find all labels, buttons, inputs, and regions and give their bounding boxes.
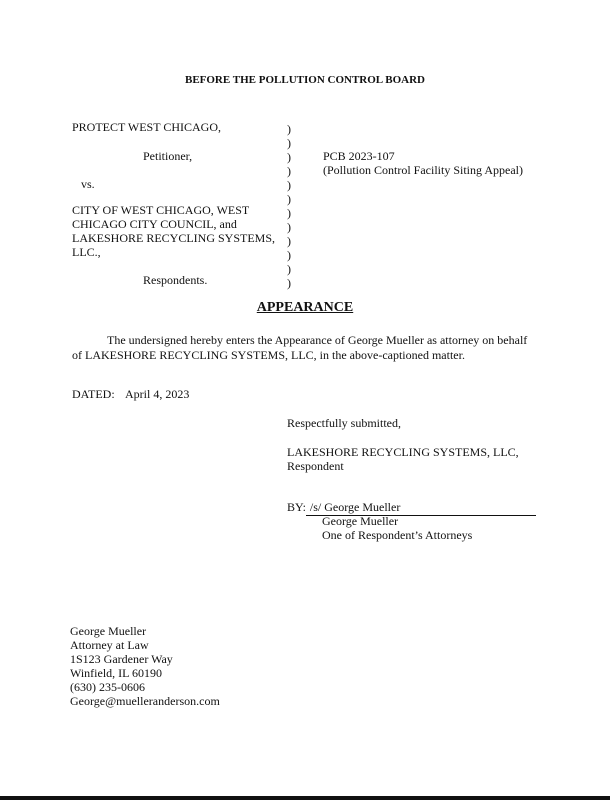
respondent-line: CITY OF WEST CHICAGO, WEST: [72, 203, 250, 217]
contact-line: (630) 235-0606: [70, 680, 145, 694]
page-bottom-edge: [0, 796, 610, 800]
respondent-line: LLC.,: [72, 245, 101, 259]
signing-party-role: Respondent: [287, 459, 344, 473]
contact-email: George@muelleranderson.com: [70, 694, 220, 708]
document-heading: APPEARANCE: [256, 300, 354, 315]
respondent-line: CHICAGO CITY COUNCIL, and: [72, 217, 237, 231]
bracket-mark: ): [287, 150, 291, 164]
respondent-role: Respondents.: [143, 273, 208, 287]
bracket-mark: ): [287, 136, 291, 150]
closing-text: Respectfully submitted,: [287, 416, 401, 430]
by-label: BY:: [287, 500, 306, 514]
respondents-block: [72, 203, 275, 259]
bracket-mark: ): [287, 164, 291, 178]
bracket-mark: ): [287, 206, 291, 220]
contact-line: Winfield, IL 60190: [70, 666, 163, 680]
bracket-mark: ): [287, 220, 291, 234]
body-line-1: The undersigned hereby enters the Appearance of George Mueller as attorney on behalf: [107, 333, 528, 347]
bracket-mark: ): [287, 192, 291, 206]
versus-text: vs.: [81, 177, 95, 191]
petitioner-name: PROTECT WEST CHICAGO,: [72, 120, 222, 134]
bracket-mark: ): [287, 234, 291, 248]
signature-text: /s/ George Mueller: [309, 500, 401, 514]
case-description: (Pollution Control Facility Siting Appeal): [323, 163, 523, 177]
bracket-mark: ): [287, 178, 291, 192]
bracket-mark: ): [287, 276, 291, 290]
respondent-line: LAKESHORE RECYCLING SYSTEMS,: [72, 231, 276, 245]
caption-brackets: [287, 122, 291, 290]
date-value: April 4, 2023: [125, 387, 190, 401]
bracket-mark: ): [287, 122, 291, 136]
petitioner-role: Petitioner,: [143, 149, 193, 163]
document-title: BEFORE THE POLLUTION CONTROL BOARD: [184, 74, 425, 86]
contact-line: Attorney at Law: [70, 638, 149, 652]
signing-party: LAKESHORE RECYCLING SYSTEMS, LLC,: [287, 445, 519, 459]
signer-name: George Mueller: [322, 514, 399, 528]
bracket-mark: ): [287, 262, 291, 276]
bracket-mark: ): [287, 248, 291, 262]
body-line-2: of LAKESHORE RECYCLING SYSTEMS, LLC, in the above-captioned matter.: [72, 348, 465, 362]
signer-title: One of Respondent’s Attorneys: [322, 528, 473, 542]
contact-block: [70, 624, 220, 708]
date-label: DATED:: [72, 387, 115, 401]
contact-line: George Mueller: [70, 624, 147, 638]
contact-line: 1S123 Gardener Way: [70, 652, 173, 666]
case-number: PCB 2023-107: [323, 149, 395, 163]
